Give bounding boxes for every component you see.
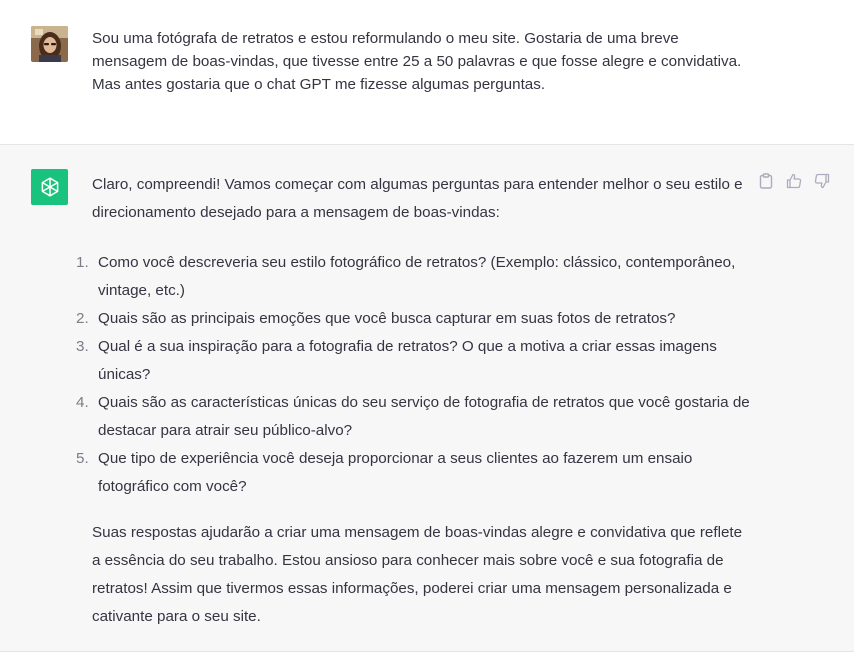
list-item-text: Como você descreveria seu estilo fotográfico de retratos? (Exemplo: clássico, contemporâneo, vintage, etc.) bbox=[98, 254, 736, 299]
list-item bbox=[76, 249, 752, 305]
list-item bbox=[76, 445, 752, 501]
question-list bbox=[76, 249, 752, 501]
assistant-message bbox=[0, 145, 854, 652]
list-item-number: 3. bbox=[76, 338, 89, 355]
thumbs-up-icon bbox=[786, 173, 802, 189]
copy-button[interactable] bbox=[758, 173, 774, 189]
list-item-number: 4. bbox=[76, 394, 89, 411]
list-item-text: Que tipo de experiência você deseja proporcionar a seus clientes ao fazerem um ensaio fotográfico com você? bbox=[98, 450, 693, 495]
user-avatar bbox=[31, 26, 68, 62]
thumbs-up-button[interactable] bbox=[786, 173, 802, 189]
list-item bbox=[76, 333, 752, 389]
list-item-number: 1. bbox=[76, 254, 89, 271]
list-item-number: 2. bbox=[76, 310, 89, 327]
thumbs-down-icon bbox=[814, 173, 830, 189]
list-item bbox=[76, 389, 752, 445]
assistant-closing: Suas respostas ajudarão a criar uma mensagem de boas-vindas alegre e convidativa que reflete a essência do seu trabalho. Estou ansioso para conhecer mais sobre você e sua fotografia de retratos! Assim que tivermos essas informações, poderei criar uma mensagem personalizada e cativante para o seu site. bbox=[92, 524, 743, 625]
clipboard-icon bbox=[759, 173, 773, 189]
message-actions bbox=[758, 173, 830, 189]
list-item bbox=[76, 305, 752, 333]
list-item-number: 5. bbox=[76, 450, 89, 467]
user-avatar-photo bbox=[31, 26, 68, 62]
list-item-text: Qual é a sua inspiração para a fotografia de retratos? O que a motiva a criar essas imagens únicas? bbox=[98, 338, 717, 383]
user-message-text: Sou uma fotógrafa de retratos e estou reformulando o meu site. Gostaria de uma breve mensagem de boas-vindas, que tivesse entre 25 a 50 palavras e que fosse alegre e convidativa. Mas antes gostaria que o chat GPT me fizesse algumas perguntas. bbox=[92, 30, 742, 93]
thumbs-down-button[interactable] bbox=[814, 173, 830, 189]
openai-logo-icon bbox=[38, 175, 62, 199]
assistant-avatar bbox=[31, 169, 68, 205]
list-item-text: Quais são as principais emoções que você busca capturar em suas fotos de retratos? bbox=[98, 310, 676, 327]
assistant-message-content bbox=[76, 171, 752, 631]
list-item-text: Quais são as características únicas do seu serviço de fotografia de retratos que você gostaria de destacar para atrair seu público-alvo? bbox=[98, 394, 750, 439]
user-message bbox=[0, 0, 854, 145]
assistant-intro: Claro, compreendi! Vamos começar com algumas perguntas para entender melhor o seu estilo e direcionamento desejado para a mensagem de boas-vindas: bbox=[92, 176, 743, 221]
